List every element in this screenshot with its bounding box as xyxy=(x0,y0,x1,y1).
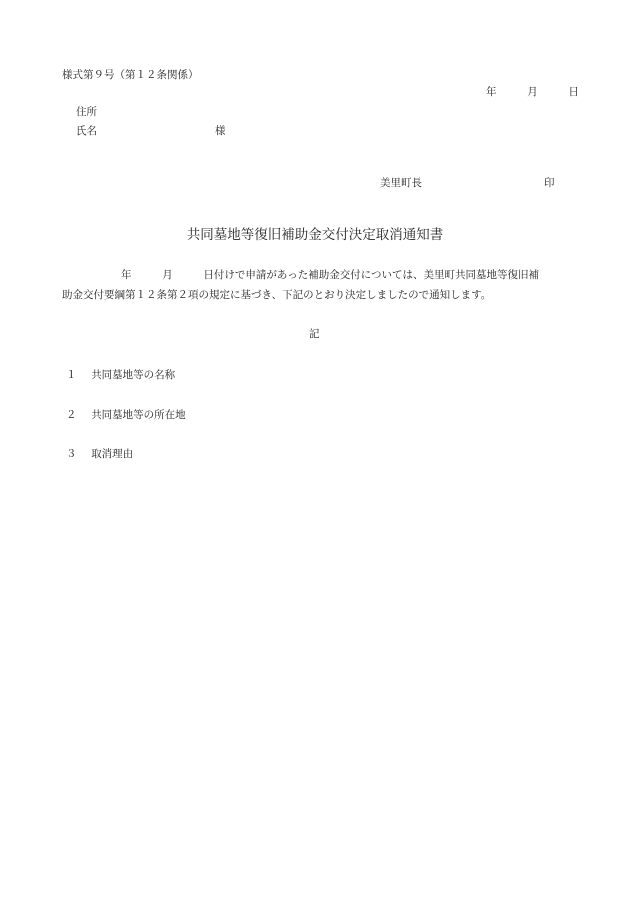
item-number: １ xyxy=(66,369,77,381)
body-line-2: 助金交付要綱第１２条第２項の規定に基づき、下記のとおり決定しましたので通知します。 xyxy=(62,289,492,301)
body-month-label: 月 xyxy=(162,269,173,281)
date-year-label: 年 xyxy=(486,86,497,98)
item-label: 共同墓地等の名称 xyxy=(91,369,176,381)
form-number: 様式第９号（第１２条関係） xyxy=(62,69,199,81)
issuer-title: 美里町長 xyxy=(380,177,422,189)
note-heading: 記 xyxy=(309,328,320,340)
item-number: ３ xyxy=(66,448,77,460)
item-label: 取消理由 xyxy=(91,448,134,460)
date-line xyxy=(486,85,579,99)
item-label: 共同墓地等の所在地 xyxy=(91,409,186,421)
name-label: 氏名 xyxy=(76,125,97,137)
address-label: 住所 xyxy=(76,106,97,118)
seal-mark: 印 xyxy=(544,177,555,189)
body-line-1-text: 日付けで申請があった補助金交付については、美里町共同墓地等復旧補 xyxy=(203,269,540,281)
date-month-label: 月 xyxy=(527,86,538,98)
body-year-label: 年 xyxy=(121,269,132,281)
list-item xyxy=(66,368,175,382)
list-item xyxy=(66,408,186,422)
honorific: 様 xyxy=(215,125,226,137)
date-day-label: 日 xyxy=(568,86,579,98)
body-line-1 xyxy=(121,268,539,282)
item-number: ２ xyxy=(66,409,77,421)
list-item xyxy=(66,447,133,461)
document-title: 共同墓地等復旧補助金交付決定取消通知書 xyxy=(186,227,444,243)
